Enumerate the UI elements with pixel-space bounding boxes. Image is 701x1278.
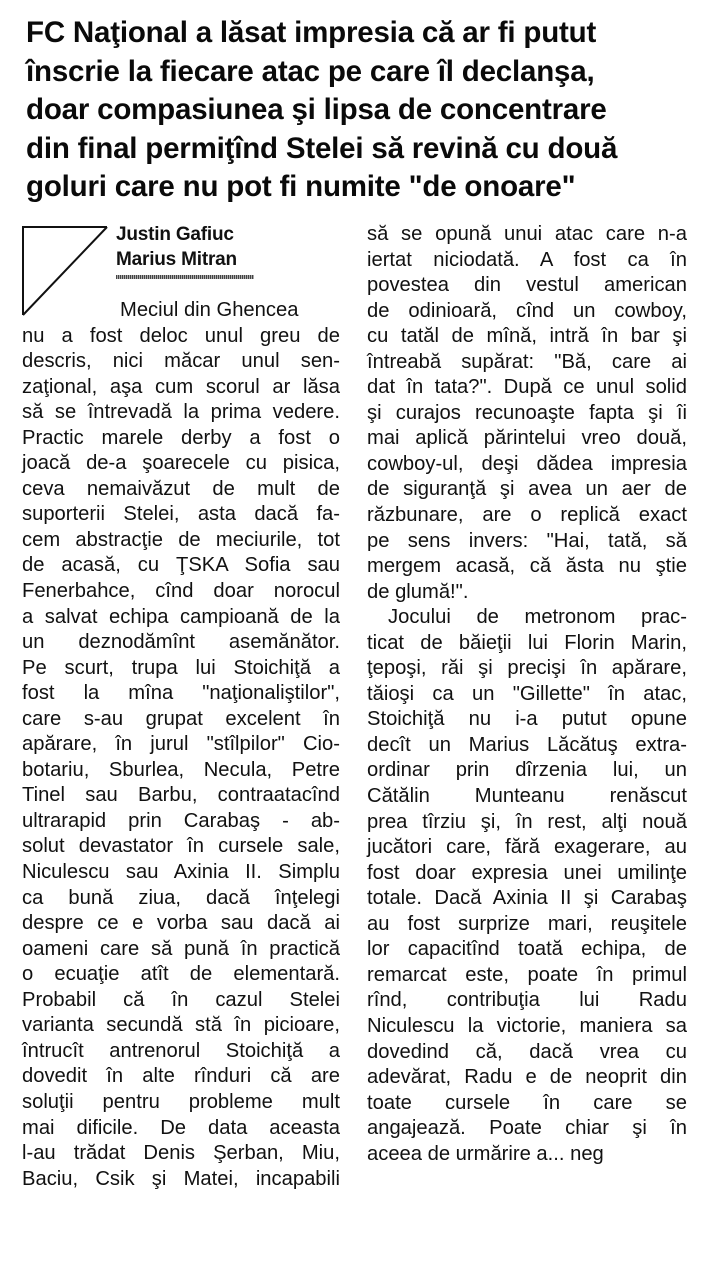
text-line: dovedind că, dacă vrea cu <box>367 1040 687 1063</box>
text-line: răzbunare, are o replică exact <box>367 504 687 527</box>
headline-line: din final permiţînd Stelei să revină cu două <box>26 131 618 165</box>
text-line: povestea din vestul american <box>367 274 687 297</box>
text-line: care s-au grupat excelent în <box>22 707 340 730</box>
text-line: Pe scurt, trupa lui Stoichiţă a <box>22 656 340 679</box>
text-line: ca bună ziua, dacă înţelegi <box>22 886 340 909</box>
text-line: Fenerbahce, cînd doar norocul <box>22 580 340 603</box>
text-line: pe sens invers: "Hai, tată, să <box>367 529 687 552</box>
text-line: remarcat este, poate în primul <box>367 963 687 986</box>
headline-line: FC Naţional a lăsat impresia că ar fi putut <box>26 16 597 49</box>
text-line: iertat niciodată. A fost ca în <box>367 248 687 271</box>
headline <box>26 14 694 207</box>
text-line: soluţii pentru probleme mult <box>22 1090 340 1113</box>
text-line: rînd, contribuţia lui Radu <box>367 989 687 1012</box>
text-line: de glumă!". <box>367 580 469 603</box>
text-line: adevărat, Radu e de neoprit din <box>367 1066 687 1089</box>
text-line: toate cursele în care se <box>367 1091 687 1114</box>
text-line: cowboy-ul, deşi dădea impresia <box>367 452 687 475</box>
text-line: apărare, în jurul "stîlpilor" Cio- <box>22 733 340 756</box>
text-line: despre ce e vorba sau dacă ai <box>22 912 340 935</box>
text-line: dovedit în alte rînduri că are <box>22 1065 340 1088</box>
headline-line: înscrie la fiecare atac pe care îl declanşa, <box>26 54 595 88</box>
text-line: Niculescu sau Axinia II. Simplu <box>22 861 340 884</box>
text-line: angajează. Poate chiar şi în <box>367 1117 687 1140</box>
text-line: oameni care să pună în practică <box>22 937 340 960</box>
text-line: Probabil că în cazul Stelei <box>22 988 340 1011</box>
text-line: Cătălin Munteanu renăscut <box>367 785 687 808</box>
text-line: solut devastator în cursele sale, <box>22 835 340 858</box>
text-line: şi curajos recunoaşte fapta şi îi <box>367 401 687 424</box>
text-line: au fost surprize mari, reuşitele <box>367 912 687 935</box>
text-line: de odinioară, cînd un cowboy, <box>367 299 687 322</box>
text-line: să se opună unui atac care n-a <box>367 223 687 245</box>
text-line: aceea de urmărire a... neg <box>367 1142 604 1165</box>
text-line: mergem acasă, că ăsta nu ştie <box>367 555 687 578</box>
text-line: Niculescu la victorie, maniera sa <box>367 1014 687 1037</box>
text-line: Baciu, Csik şi Matei, incapabili <box>22 1167 340 1190</box>
text-line: fost doar expresia unei umilinţe <box>367 861 687 884</box>
text-line: lor capacitînd toată echipa, de <box>367 938 687 961</box>
text-line: Jocului de metronom prac- <box>388 606 687 629</box>
text-line: tăioşi ca un "Gillette" în atac, <box>367 682 687 705</box>
author-name: Marius Mitran <box>116 249 237 270</box>
byline <box>116 222 254 279</box>
text-line: joacă de-a şoarecele cu pisica, <box>22 452 340 475</box>
text-line: suporterii Stelei, asta dacă fa- <box>22 503 340 526</box>
text-line: varianta secundă stă în picioare, <box>22 1014 340 1037</box>
text-line: ordinar prin dîrzenia lui, un <box>367 759 687 782</box>
text-line: ultrarapid prin Carabaş - ab- <box>22 809 340 832</box>
headline-line: doar compasiunea şi lipsa de concentrare <box>26 93 607 126</box>
text-line: de acasă, cu ŢSKA Sofia sau <box>22 554 340 577</box>
text-line: prea tîrziu şi, în rest, alţi nouă <box>367 810 687 833</box>
text-line: fost la mîna "naţionaliştilor", <box>22 682 340 705</box>
text-line: Practic marele derby a fost o <box>22 426 340 449</box>
text-line: l-au trădat Denis Şerban, Miu, <box>22 1142 340 1165</box>
text-line: Meciul din Ghencea <box>120 299 299 321</box>
text-line: Stoichiţă nu i-a putut opune <box>367 708 687 731</box>
text-line: ceva nemaivăzut de mult de <box>22 477 340 500</box>
text-line: întrucît antrenorul Stoichiţă a <box>22 1039 340 1062</box>
text-line: mai aplică părintelui vreo două, <box>367 427 687 450</box>
text-line: de siguranţă şi avea un aer de <box>367 478 687 501</box>
text-line: ţepoşi, răi şi precişi în apărare, <box>367 657 687 680</box>
left-column <box>22 298 340 1192</box>
text-line: mai dificile. De data aceasta <box>22 1116 340 1139</box>
text-line: cem abstracţie de meciurile, tot <box>22 528 340 551</box>
text-line: totale. Dacă Axinia II şi Carabaş <box>367 887 687 910</box>
text-line: o ecuaţie atît de elementară. <box>22 963 340 986</box>
text-line: a salvat echipa campioană de la <box>22 605 340 628</box>
text-line: să se întrevadă la prima vedere. <box>22 401 340 424</box>
text-line: ticat de băieţii lui Florin Marin, <box>367 631 687 654</box>
text-line: Tinel sau Barbu, contraatacînd <box>22 784 340 807</box>
text-line: zaţional, aşa cum scorul ar lăsa <box>22 375 340 398</box>
text-line: cu tatăl de mînă, intră în bar şi <box>367 325 687 348</box>
text-line: întreabă supărat: "Bă, care ai <box>367 350 687 373</box>
text-line: nu a fost deloc unul greu de <box>22 324 340 347</box>
text-line: botariu, Sburlea, Necula, Petre <box>22 758 340 781</box>
right-column <box>367 222 687 1167</box>
author-name: Justin Gafiuc <box>116 224 234 245</box>
text-line: jucători care, fără exagerare, au <box>367 836 687 859</box>
text-line: descris, nici măcar unul sen- <box>22 350 340 373</box>
text-line: decît un Marius Lăcătuş extra- <box>367 733 687 756</box>
byline-divider <box>116 275 254 279</box>
text-line: un deznodămînt asemănător. <box>22 631 340 654</box>
text-line: dat în tata?". După ce unul solid <box>367 376 687 399</box>
headline-line: goluri care nu pot fi numite "de onoare" <box>26 170 576 203</box>
